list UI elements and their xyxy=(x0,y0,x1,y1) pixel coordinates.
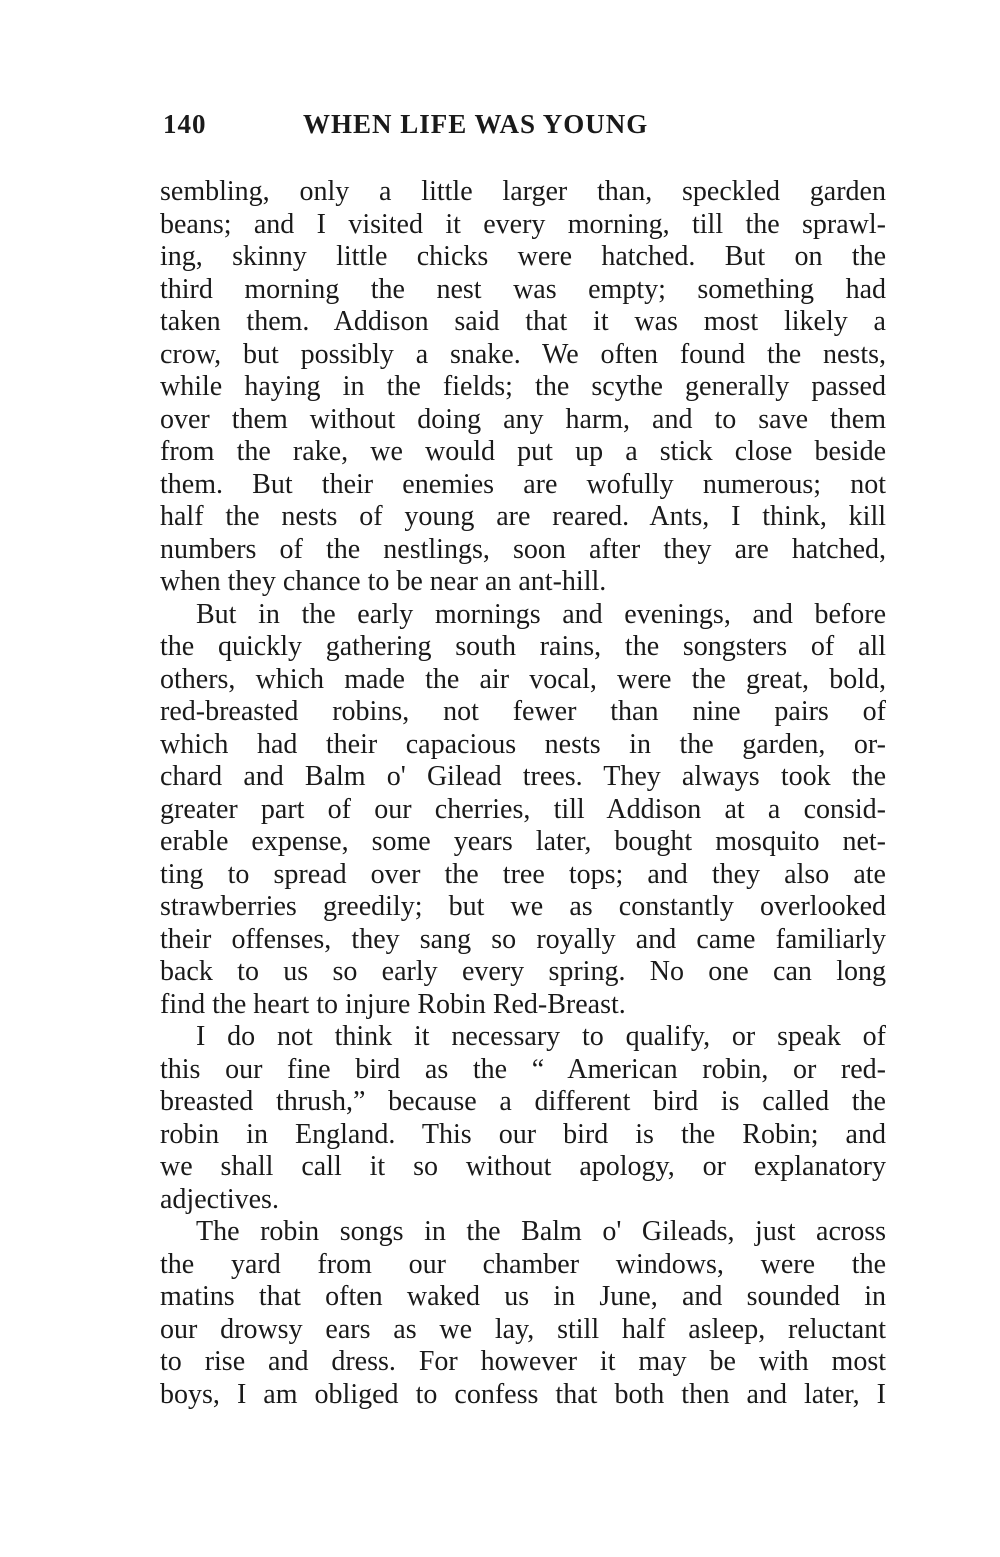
text-line: ting to spread over the tree tops; and they also ate xyxy=(160,858,886,890)
text-line: their offenses, they sang so royally and came familiarly xyxy=(160,923,886,955)
text-line: them. But their enemies are wofully numerous; not xyxy=(160,468,886,500)
text-line: numbers of the nestlings, soon after they are hatched, xyxy=(160,533,886,565)
text-line: I do not think it necessary to qualify, or speak of xyxy=(196,1021,886,1052)
text-line: crow, but possibly a snake. We often found the nests, xyxy=(160,338,886,370)
text-line: our drowsy ears as we lay, still half asleep, reluctant xyxy=(160,1313,886,1345)
text-line: others, which made the air vocal, were the great, bold, xyxy=(160,663,886,695)
running-head-title: WHEN LIFE WAS YOUNG xyxy=(303,109,649,139)
text-line: robin in England. This our bird is the Robin; and xyxy=(160,1118,886,1150)
text-line: over them without doing any harm, and to save them xyxy=(160,403,886,435)
page-number: 140 xyxy=(163,109,207,139)
text-line: half the nests of young are reared. Ants, I think, kill xyxy=(160,501,886,532)
text-line: adjectives. xyxy=(160,1183,279,1215)
text-line: erable expense, some years later, bought mosquito net- xyxy=(160,826,886,857)
text-line: matins that often waked us in June, and sounded in xyxy=(160,1281,886,1312)
text-line: third morning the nest was empty; something had xyxy=(160,273,886,305)
text-line: breasted thrush,” because a different bird is called the xyxy=(160,1086,886,1117)
text-line: beans; and I visited it every morning, till the sprawl- xyxy=(160,208,886,240)
running-head xyxy=(163,104,883,144)
body-text xyxy=(160,176,886,1411)
text-line: which had their capacious nests in the garden, or- xyxy=(160,728,886,760)
text-line: the yard from our chamber windows, were the xyxy=(160,1248,886,1280)
text-line: boys, I am obliged to confess that both then and later, I xyxy=(160,1378,886,1410)
text-line: But in the early mornings and evenings, and before xyxy=(196,598,886,630)
text-line: taken them. Addison said that it was most likely a xyxy=(160,306,886,337)
text-line: The robin songs in the Balm o' Gileads, just across xyxy=(196,1216,886,1247)
text-line: the quickly gathering south rains, the songsters of all xyxy=(160,631,886,662)
text-line: this our fine bird as the “ American robin, or red- xyxy=(160,1053,886,1085)
text-line: red-breasted robins, not fewer than nine pairs of xyxy=(160,696,886,727)
text-line: greater part of our cherries, till Addison at a consid- xyxy=(160,793,886,825)
text-line: while haying in the fields; the scythe generally passed xyxy=(160,371,886,402)
text-line: when they chance to be near an ant-hill. xyxy=(160,566,607,597)
text-line: ing, skinny little chicks were hatched. But on the xyxy=(160,241,886,272)
text-line: strawberries greedily; but we as constantly overlooked xyxy=(160,891,886,922)
text-line: we shall call it so without apology, or explanatory xyxy=(160,1151,886,1182)
text-line: back to us so early every spring. No one can long xyxy=(160,956,886,987)
text-line: from the rake, we would put up a stick close beside xyxy=(160,436,886,467)
text-line: to rise and dress. For however it may be with most xyxy=(160,1346,886,1377)
text-line: find the heart to injure Robin Red-Breast. xyxy=(160,988,626,1020)
text-line: chard and Balm o' Gilead trees. They always took the xyxy=(160,761,886,792)
text-line: sembling, only a little larger than, speckled garden xyxy=(160,176,886,207)
